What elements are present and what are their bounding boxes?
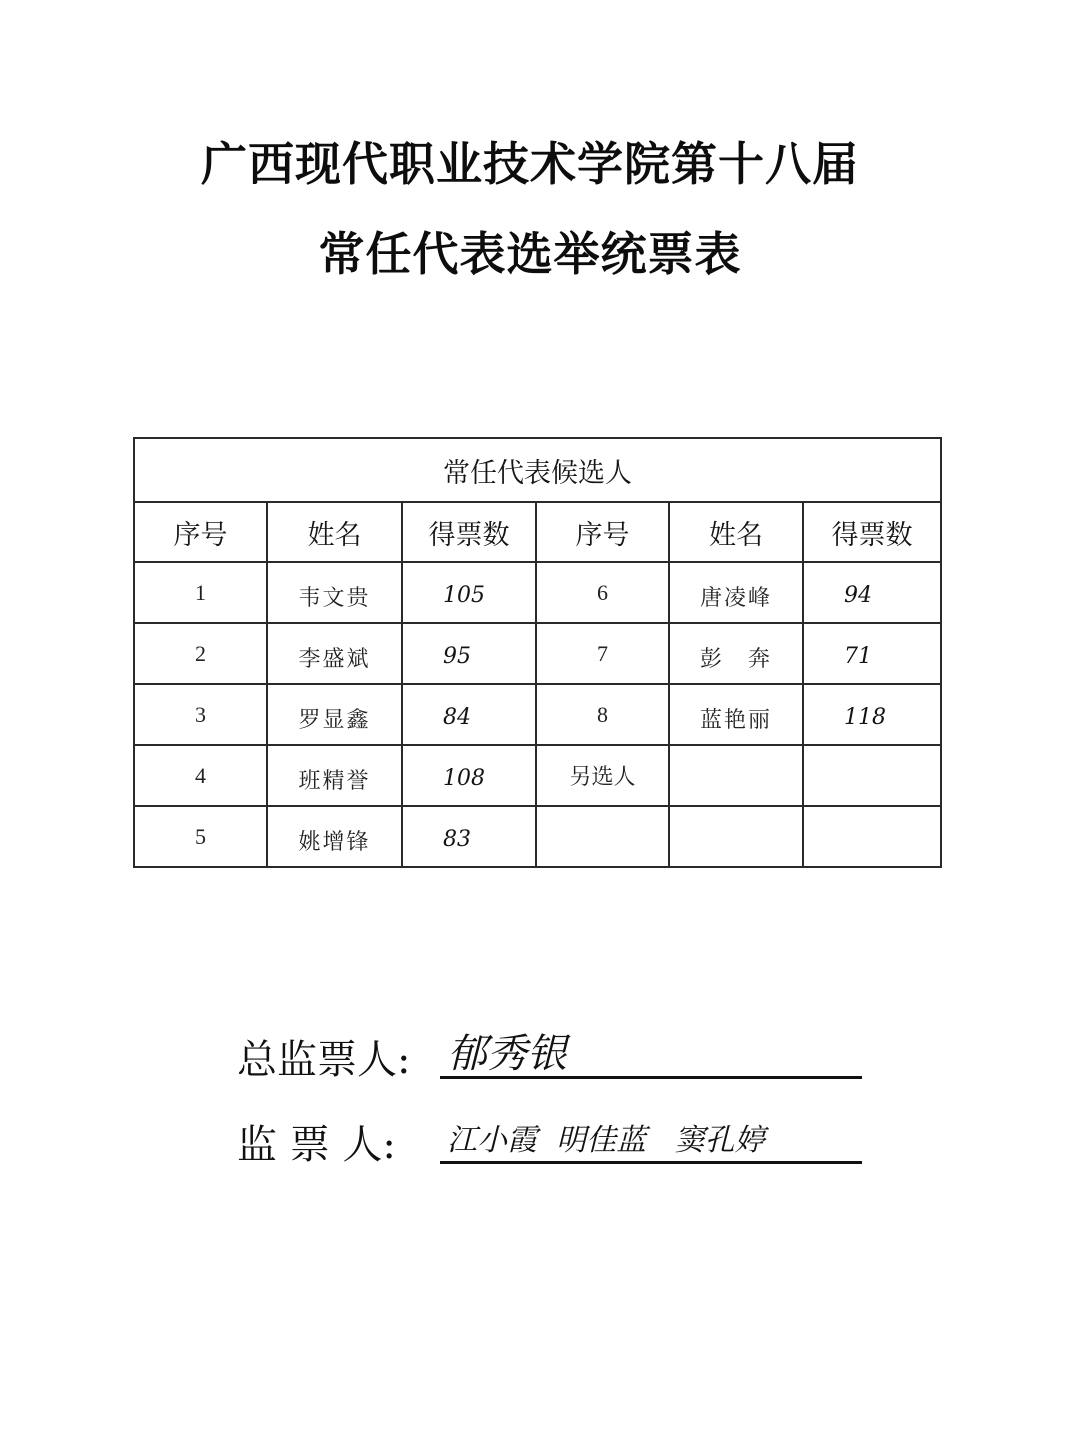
candidate-seq: 3 xyxy=(134,684,267,745)
document-title-line-2: 常任代表选举统票表 xyxy=(318,227,742,281)
table-row xyxy=(134,745,941,806)
table-row xyxy=(134,562,941,623)
candidate-name: 韦文贵 xyxy=(267,562,402,623)
candidate-seq: 4 xyxy=(134,745,267,806)
candidate-seq: 6 xyxy=(536,562,669,623)
candidate-seq: 7 xyxy=(536,623,669,684)
candidate-votes: 105 xyxy=(402,562,536,623)
candidate-seq: 1 xyxy=(134,562,267,623)
chief-monitor-handwritten-name: 郁秀银 xyxy=(447,1031,567,1077)
monitors-label: 监 票 人: xyxy=(237,1122,396,1168)
candidate-votes: 71 xyxy=(803,623,941,684)
monitors-handwritten-names: 江小霞 明佳蓝 窦孔婷 xyxy=(447,1123,765,1158)
candidate-name: 彭 奔 xyxy=(669,623,803,684)
candidate-name: 蓝艳丽 xyxy=(669,684,803,745)
candidate-name: 李盛斌 xyxy=(267,623,402,684)
candidate-votes: 108 xyxy=(402,745,536,806)
empty-cell xyxy=(803,806,941,867)
candidate-votes: 118 xyxy=(803,684,941,745)
vote-tally-table xyxy=(133,437,942,868)
empty-cell xyxy=(669,745,803,806)
header-name-right: 姓名 xyxy=(669,502,803,562)
table-row xyxy=(134,684,941,745)
chief-monitor-label: 总监票人: xyxy=(237,1037,411,1083)
signature-line xyxy=(440,1076,862,1079)
candidate-name: 姚增锋 xyxy=(267,806,402,867)
header-seq-right: 序号 xyxy=(536,502,669,562)
header-votes-left: 得票数 xyxy=(402,502,536,562)
table-row xyxy=(134,806,941,867)
candidate-votes: 95 xyxy=(402,623,536,684)
candidate-seq: 2 xyxy=(134,623,267,684)
empty-cell xyxy=(803,745,941,806)
header-name-left: 姓名 xyxy=(267,502,402,562)
candidate-name: 罗显鑫 xyxy=(267,684,402,745)
candidate-votes: 83 xyxy=(402,806,536,867)
candidate-votes: 84 xyxy=(402,684,536,745)
empty-cell xyxy=(669,806,803,867)
candidate-name: 班精誉 xyxy=(267,745,402,806)
monitors-signature xyxy=(237,1113,765,1170)
candidate-seq: 8 xyxy=(536,684,669,745)
empty-cell xyxy=(536,806,669,867)
candidate-votes: 94 xyxy=(803,562,941,623)
table-row xyxy=(134,623,941,684)
chief-monitor-signature xyxy=(237,1028,567,1085)
signature-line xyxy=(440,1161,862,1164)
candidate-name: 唐凌峰 xyxy=(669,562,803,623)
other-candidate-label: 另选人 xyxy=(536,745,669,806)
document-title-line-1: 广西现代职业技术学院第十八届 xyxy=(201,137,859,191)
candidate-seq: 5 xyxy=(134,806,267,867)
column-header-row xyxy=(134,502,941,562)
header-votes-right: 得票数 xyxy=(803,502,941,562)
header-seq-left: 序号 xyxy=(134,502,267,562)
table-caption: 常任代表候选人 xyxy=(134,438,941,502)
